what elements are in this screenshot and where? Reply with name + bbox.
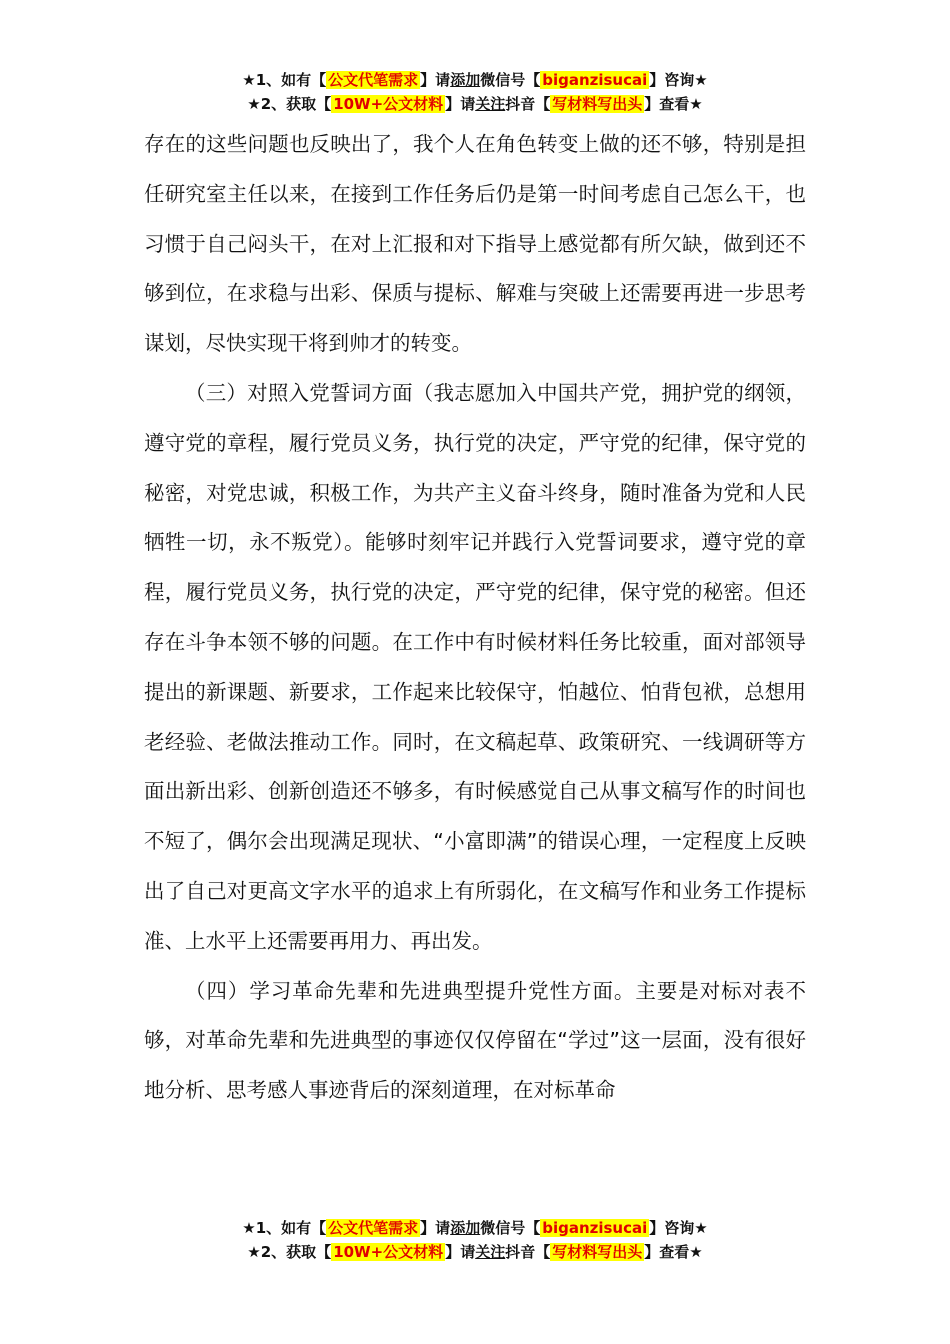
banner-text: ★1、如有【 [242, 71, 327, 89]
banner-underlined-text: 关注 [475, 95, 506, 113]
highlight-douyin-account: 写材料写出头 [552, 95, 643, 113]
banner-text: 】查看★ [644, 95, 703, 113]
banner-text: 】请 [445, 1243, 476, 1261]
banner-text: 】咨询★ [649, 71, 708, 89]
paragraph: （四）学习革命先辈和先进典型提升党性方面。主要是对标对表不够，对革命先辈和先进典型的事迹仅仅停留在“学过”这一层面，没有很好地分析、思考感人事迹背后的深刻道理，在对标革命 [144, 978, 806, 1103]
paragraph: （三）对照入党誓词方面（我志愿加入中国共产党，拥护党的纲领，遵守党的章程，履行党员义务，执行党的决定，严守党的纪律，保守党的秘密，对党忠诚，积极工作，为共产主义奋斗终身，随时准备为党和人民牺牲一切，永不叛党）。能够时刻牢记并践行入党誓词要求，遵守党的章程，履行党员义务，执行党的决定，严守党的纪律，保守党的秘密。但还存在斗争本领不够的问题。在工作中有时候材料任务比较重，面对部领导提出的新课题、新要求，工作起来比较保守，怕越位、怕背包袱，总想用老经验、老做法推动工作。同时，在文稿起草、政策研究、一线调研等方面出新出彩、创新创造还不够多，有时候感觉自己从事文稿写作的时间也不短了，偶尔会出现满足现状、“小富即满”的错误心理，一定程度上反映出了自己对更高文字水平的追求上有所弱化，在文稿写作和业务工作提标准、上水平上还需要再用力、再出发。 [144, 380, 806, 953]
banner-text: 】请 [420, 71, 451, 89]
highlight-wechat-id: biganzisucai [542, 1219, 648, 1237]
paragraph: 存在的这些问题也反映出了，我个人在角色转变上做的还不够，特别是担任研究室主任以来，在接到工作任务后仍是第一时间考虑自己怎么干，也习惯于自己闷头干，在对上汇报和对下指导上感觉都有所欠缺，做到还不够到位，在求稳与出彩、保质与提标、解难与突破上还需要再进一步思考谋划，尽快实现干将到帅才的转变。 [144, 132, 806, 356]
highlight-materials: 10W+公文材料 [333, 1243, 444, 1261]
highlight-service: 公文代笔需求 [328, 71, 419, 89]
banner-text: 抖音【 [505, 1243, 551, 1261]
banner-text: 微信号【 [480, 71, 541, 89]
banner-text: 】咨询★ [649, 1219, 708, 1237]
banner-line-1 [0, 1216, 950, 1240]
banner-text: ★2、获取【 [247, 95, 332, 113]
banner-text: 微信号【 [480, 1219, 541, 1237]
banner-text: 】请 [420, 1219, 451, 1237]
banner-text: 】请 [445, 95, 476, 113]
banner-underlined-text: 添加 [450, 1219, 481, 1237]
banner-underlined-text: 添加 [450, 71, 481, 89]
banner-text: ★2、获取【 [247, 1243, 332, 1261]
footer-banner [0, 1216, 950, 1264]
banner-line-1 [0, 68, 950, 92]
banner-text: 抖音【 [505, 95, 551, 113]
header-banner [0, 68, 950, 116]
highlight-service: 公文代笔需求 [328, 1219, 419, 1237]
banner-text: 】查看★ [644, 1243, 703, 1261]
banner-underlined-text: 关注 [475, 1243, 506, 1261]
highlight-wechat-id: biganzisucai [542, 71, 648, 89]
highlight-douyin-account: 写材料写出头 [552, 1243, 643, 1261]
highlight-materials: 10W+公文材料 [333, 95, 444, 113]
banner-text: ★1、如有【 [242, 1219, 327, 1237]
document-body [144, 120, 806, 1116]
banner-line-2 [0, 92, 950, 116]
banner-line-2 [0, 1240, 950, 1264]
